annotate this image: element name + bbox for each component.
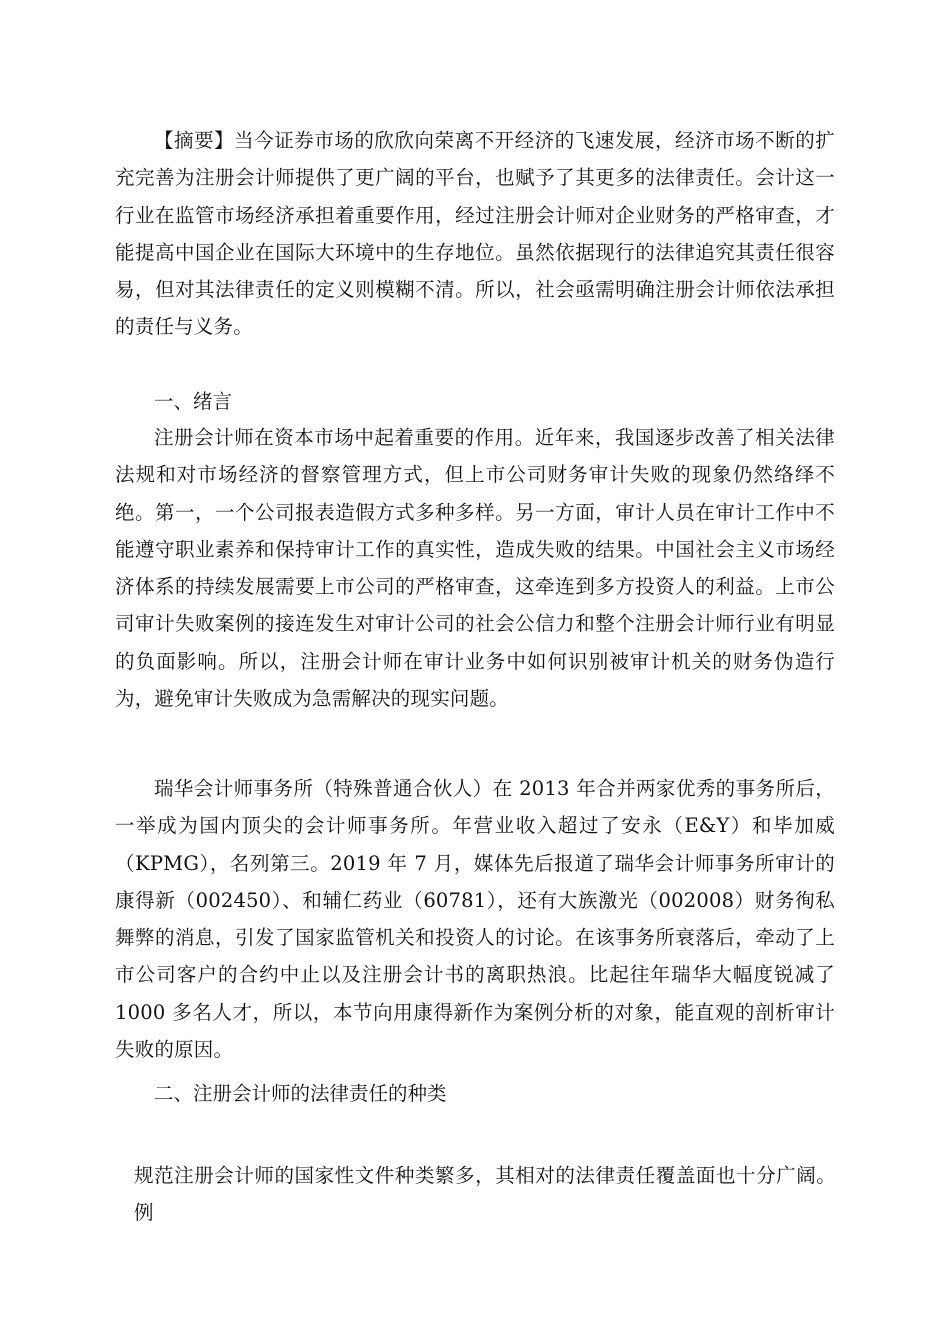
body-paragraph: 规范注册会计师的国家性文件种类繁多，其相对的法律责任覆盖面也十分广阔。例 <box>134 1164 836 1225</box>
section-heading-introduction: 一、绪言 <box>154 390 233 413</box>
body-paragraph: 瑞华会计师事务所（特殊普通合伙人）在 2013 年合并两家优秀的事务所后，一举成为国内顶尖的会计师事务所。年营业收入超过了安永（E&Y）和毕加威（KPMG），名列第三。2019 年 7 月，媒体先后报道了瑞华会计师事务所审计的康得新（002450）、和辅仁药业（60781），还有大族激光（002008）财务徇私舞弊的消息，引发了国家监管机关和投资人的讨论。在该事务所衰落后，牵动了上市公司客户的合约中止以及注册会计书的离职热浪。比起往年瑞华大幅度锐减了 1000 多名人才，所以，本节向用康得新作为案例分析的对象，能直观的剖析审计失败的原因。 <box>115 777 835 1062</box>
body-paragraph: 注册会计师在资本市场中起着重要的作用。近年来，我国逐步改善了相关法律法规和对市场经济的督察管理方式，但上市公司财务审计失败的现象仍然络绎不绝。第一，一个公司报表造假方式多种多样。另一方面，审计人员在审计工作中不能遵守职业素养和保持审计工作的真实性，造成失败的结果。中国社会主义市场经济体系的持续发展需要上市公司的严格审查，这牵连到多方投资人的利益。上市公司审计失败案例的接连发生对审计公司的社会公信力和整个注册会计师行业有明显的负面影响。所以，注册会计师在审计业务中如何识别被审计机关的财务伪造行为，避免审计失败成为急需解决的现实问题。 <box>115 426 835 711</box>
section-heading-legal-liability-types: 二、注册会计师的法律责任的种类 <box>154 1082 447 1105</box>
abstract-paragraph: 【摘要】当今证券市场的欣欣向荣离不开经济的飞速发展，经济市场不断的扩充完善为注册会计师提供了更广阔的平台，也赋予了其更多的法律责任。会计这一行业在监管市场经济承担着重要作用，经过注册会计师对企业财务的严格审查，才能提高中国企业在国际大环境中的生存地位。虽然依据现行的法律追究其责任很容易，但对其法律责任的定义则模糊不清。所以，社会亟需明确注册会计师依法承担的责任与义务。 <box>115 129 835 339</box>
